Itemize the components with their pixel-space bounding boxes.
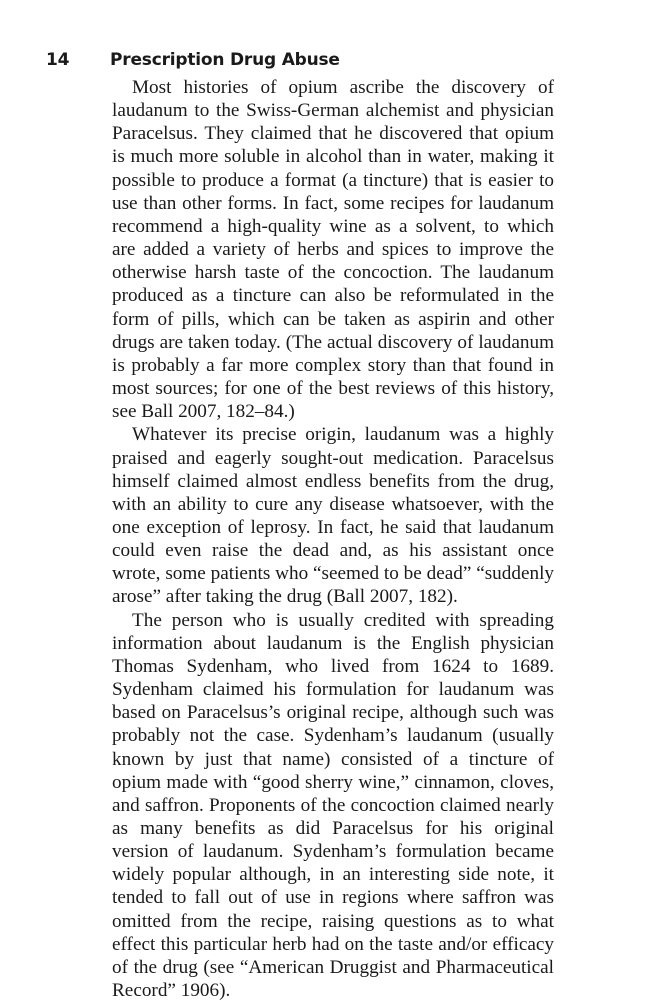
running-header (46, 50, 340, 70)
paragraph-laudanum-discovery: Most histories of opium ascribe the discovery of laudanum to the Swiss-German alchemist and physician Paracelsus. They claimed that he discovered that opium is much more soluble in alcohol than in water, making it possible to produce a format (a tincture) that is easier to use than other forms. In fact, some recipes for laudanum recommend a high-quality wine as a solvent, to which are added a variety of herbs and spices to improve the otherwise harsh taste of the concoction. The laudanum produced as a tincture can also be reformulated in the form of pills, which can be taken as aspirin and other drugs are taken today. (The actual discovery of laudanum is probably a far more complex story than that found in most sources; for one of the best reviews of this history, see Ball 2007, 182–84.) (112, 77, 554, 423)
paragraph-sydenham: The person who is usually credited with spreading information about laudanum is the English physician Thomas Sydenham, who lived from 1624 to 1689. Sydenham claimed his formulation for laudanum was based on Paracelsus’s original recipe, although such was probably not the case. Sydenham’s laudanum (usually known by just that name) consisted of a tincture of opium made with “good sherry wine,” cinnamon, cloves, and saffron. Proponents of the concoction claimed nearly as many benefits as did Paracelsus for his original version of laudanum. Sydenham’s formulation became widely popular although, in an interesting side note, it tended to fall out of use in regions where saffron was omitted from the recipe, raising questions as to what effect this particular herb had on the taste and/or efficacy of the drug (see “American Druggist and Pharmaceutical Record” 1906). (112, 609, 554, 1002)
paragraph-laudanum-origin: Whatever its precise origin, laudanum was a highly praised and eagerly sought-out medication. Paracelsus himself claimed almost endless benefits from the drug, with an ability to cure any disease whatsoever, with the one exception of leprosy. In fact, he said that laudanum could even raise the dead and, as his assistant once wrote, some patients who “seemed to be dead” “suddenly arose” after taking the drug (Ball 2007, 182). (112, 424, 554, 608)
page-number: 14 (46, 50, 70, 70)
book-title: Prescription Drug Abuse (110, 50, 340, 70)
body-text (112, 76, 554, 1002)
